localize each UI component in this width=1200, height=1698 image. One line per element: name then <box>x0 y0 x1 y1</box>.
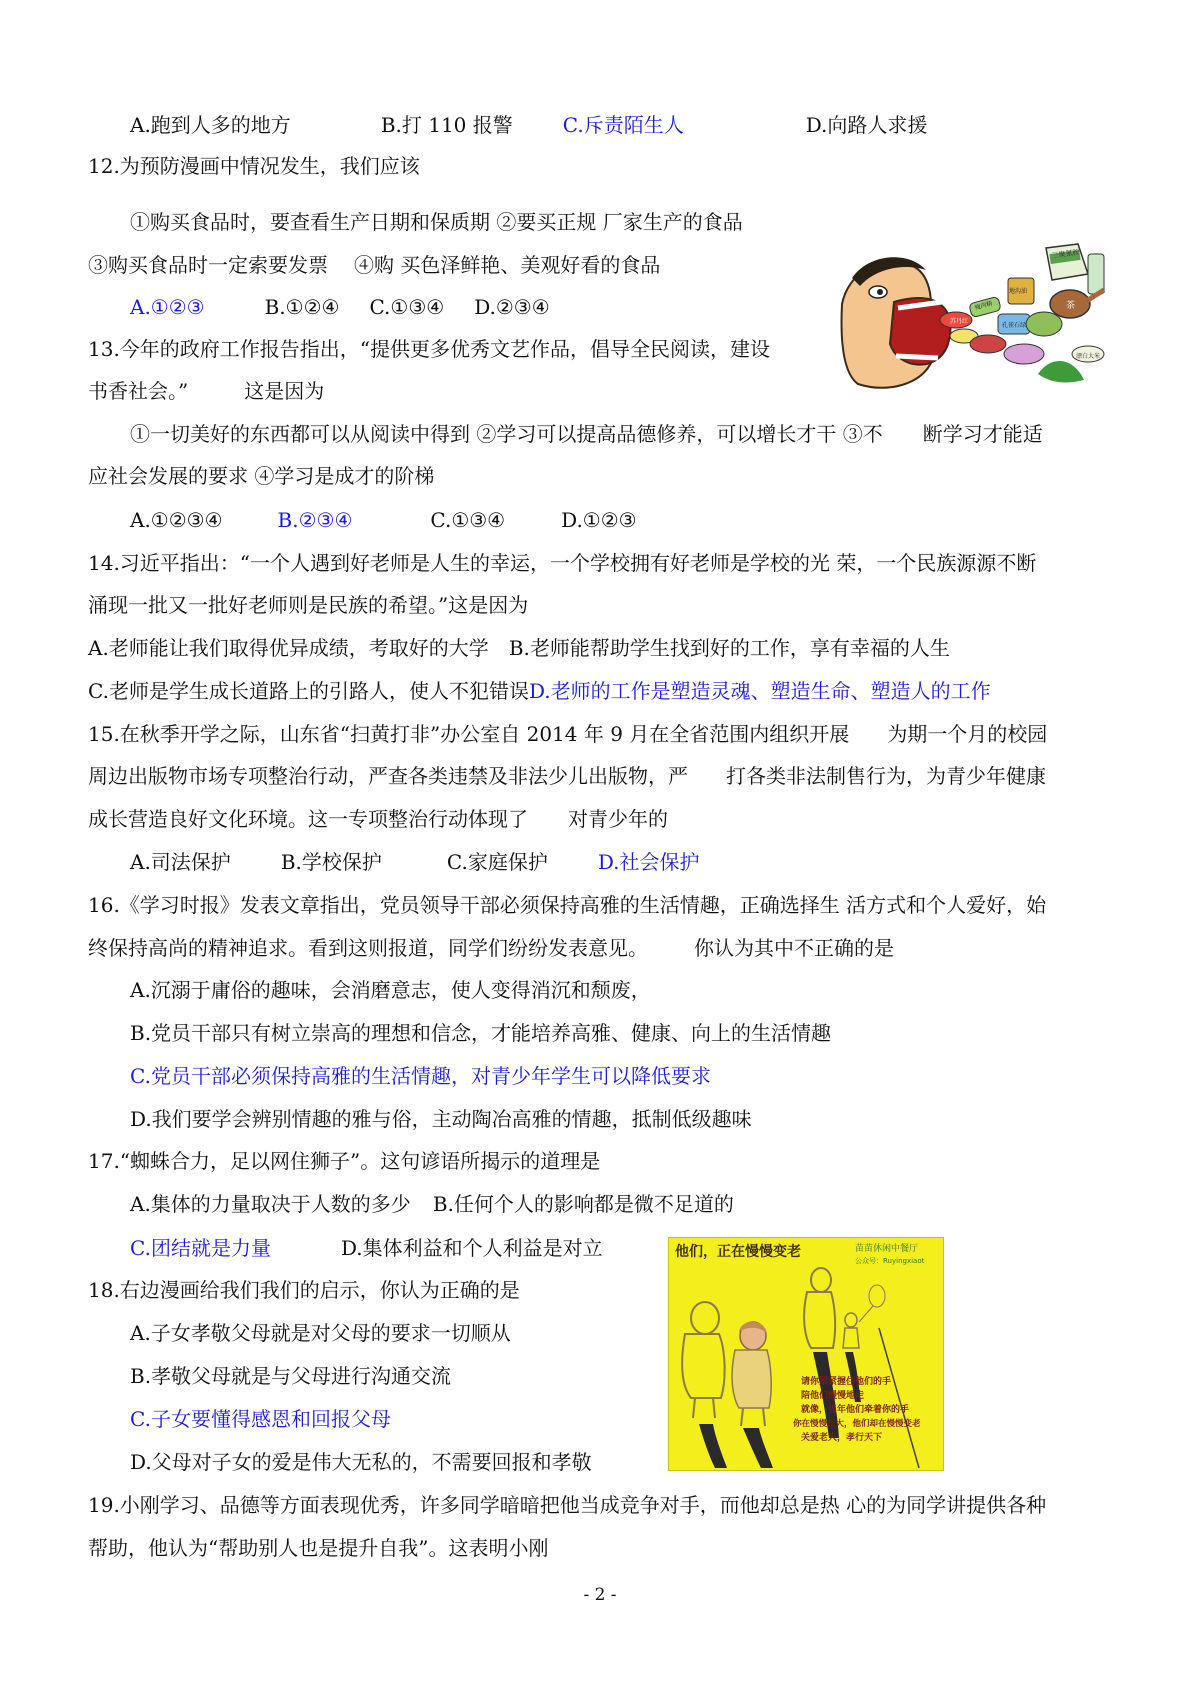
q12-option-d: D.②③④ <box>474 295 550 319</box>
q13-option-c: C.①③④ <box>430 508 506 532</box>
q15-stem-line-1a: 15.在秋季开学之际，山东省“扫黄打非”办公室自 2014 年 9 月在全省范围内组织开展 <box>88 722 850 746</box>
food-label-sudan-red: 苏丹红 <box>950 318 969 325</box>
q18-option-c-answer: C.子女要懂得感恩和回报父母 <box>130 1407 391 1431</box>
q12-option-c: C.①③④ <box>369 295 445 319</box>
cartoon-poem-line-2: 陪他们慢慢地走 <box>801 1391 865 1401</box>
q19-stem-line-2: 帮助，他认为“帮助别人也是提升自我”。这表明小刚 <box>88 1536 549 1560</box>
q18-option-b: B.孝敬父母就是与父母进行沟通交流 <box>130 1364 452 1388</box>
food-label-bleached-rice: 漂白大米 <box>1076 353 1101 360</box>
q16-stem-line-1: 16.《学习时报》发表文章指出，党员领导干部必须保持高雅的生活情趣，正确选择生 活方式和个人爱好，始 <box>88 893 1047 917</box>
q14-option-c: C.老师是学生成长道路上的引路人，使人不犯错误 <box>88 679 529 703</box>
q13-option-d: D.①②③ <box>561 508 637 532</box>
q15-option-a: A.司法保护 <box>130 850 231 874</box>
q15-option-b: B.学校保护 <box>280 850 382 874</box>
q15-option-d-answer: D.社会保护 <box>597 850 700 874</box>
q13-stem-line-1: 13.今年的政府工作报告指出，“提供更多优秀文艺作品，倡导全民阅读，建设 <box>88 337 771 361</box>
q18-option-a: A.子女孝敬父母就是对父母的要求一切顺从 <box>130 1321 511 1345</box>
q16-option-d: D.我们要学会辨别情趣的雅与俗，主动陶冶高雅的情趣，抵制低级趣味 <box>130 1107 752 1131</box>
cartoon-tag: 苗苗休闲中餐厅 <box>855 1244 919 1254</box>
q13-stem-line-2a: 书香社会。” <box>88 379 189 403</box>
q13-option-a: A.①②③④ <box>130 508 223 532</box>
q12-statement-2: ③购买食品时一定索要发票 <box>88 253 328 277</box>
q12-option-b: B.①②④ <box>264 295 340 319</box>
cartoon-title: 他们，正在慢慢变老 <box>675 1244 801 1260</box>
q15-stem-line-3b: 对青少年的 <box>568 807 668 831</box>
q12-stem: 12.为预防漫画中情况发生，我们应该 <box>88 154 420 178</box>
q16-option-a: A.沉溺于庸俗的趣味，会消磨意志，使人变得消沉和颓废， <box>130 978 651 1002</box>
q12-statement-1: ①购买食品时，要查看生产日期和保质期 ②要买正规 厂家生产的食品 <box>130 210 743 234</box>
q17-option-a: A.集体的力量取决于人数的多少 <box>130 1192 411 1216</box>
food-label-clenbuterol: 瘦肉精 <box>974 300 994 312</box>
q17-option-c-answer: C.团结就是力量 <box>130 1236 271 1260</box>
q16-option-c-answer: C.党员干部必须保持高雅的生活情趣，对青少年学生可以降低要求 <box>130 1064 711 1088</box>
q14-stem-line-2: 涌现一批又一批好老师则是民族的希望。”这是因为 <box>88 593 529 617</box>
q13-statement-line-2: 应社会发展的要求 ④学习是成才的阶梯 <box>88 464 435 488</box>
q15-option-c: C.家庭保护 <box>446 850 548 874</box>
q17-option-b: B.任何个人的影响都是微不足道的 <box>432 1192 734 1216</box>
q15-stem-line-1b: 为期一个月的校园 <box>887 722 1048 746</box>
food-label-melamine: 三聚氰胺 <box>1051 248 1081 260</box>
q13-stem-line-2b: 这是因为 <box>244 379 325 403</box>
page-number: - 2 - <box>583 1585 617 1605</box>
food-label-malachite-green: 孔雀石绿 <box>1002 322 1027 329</box>
q19-stem-line-1: 19.小刚学习、品德等方面表现优秀，许多同学暗暗把他当成竞争对手，而他却总是热 心的为同学讲提供各种 <box>88 1493 1047 1517</box>
elderly-parents-cartoon <box>668 1237 944 1471</box>
cartoon-poem-line-5: 关爱老人，孝行天下 <box>801 1433 883 1443</box>
q13-statement-line-1b: 断学习才能适 <box>922 422 1043 446</box>
food-safety-cartoon <box>838 234 1110 396</box>
q15-stem-line-2b: 打各类非法制售行为，为青少年健康 <box>726 764 1046 788</box>
q12-option-a-answer: A.①②③ <box>130 295 205 319</box>
cartoon-poem-line-4: 你在慢慢长大，他们却在慢慢变老 <box>793 1419 921 1429</box>
q11-option-c-answer: C.斥责陌生人 <box>562 113 684 137</box>
q16-stem-line-2b: 你认为其中不正确的是 <box>694 936 894 960</box>
q11-option-b: B.打 110 报警 <box>380 113 513 137</box>
q16-stem-line-2a: 终保持高尚的精神追求。看到这则报道，同学们纷纷发表意见。 <box>88 936 648 960</box>
q14-stem-line-1: 14.习近平指出：“一个人遇到好老师是人生的幸运，一个学校拥有好老师是学校的光 荣，一个民族源源不断 <box>88 551 1037 575</box>
q13-option-b-answer: B.②③④ <box>277 508 353 532</box>
q17-stem: 17.“蜘蛛合力，足以网住狮子”。这句谚语所揭示的道理是 <box>88 1149 601 1173</box>
food-label-tea: 茶 <box>1066 301 1076 311</box>
q11-option-a: A.跑到人多的地方 <box>130 113 291 137</box>
cartoon-poem-line-3: 就像，当年他们牵着你的手 <box>801 1405 910 1415</box>
food-label-gutter-oil: 地沟油 <box>1009 288 1028 295</box>
q13-statement-line-1a: ①一切美好的东西都可以从阅读中得到 ②学习可以提高品德修养，可以增长才干 ③不 <box>130 422 883 446</box>
q12-statement-3: ④购 买色泽鲜艳、美观好看的食品 <box>354 253 661 277</box>
q16-option-b: B.党员干部只有树立崇高的理想和信念，才能培养高雅、健康、向上的生活情趣 <box>130 1021 832 1045</box>
q14-option-a: A.老师能让我们取得优异成绩，考取好的大学 <box>88 636 489 660</box>
q15-stem-line-2a: 周边出版物市场专项整治行动，严查各类违禁及非法少儿出版物，严 <box>88 764 688 788</box>
q11-option-d: D.向路人求援 <box>805 113 928 137</box>
q17-option-d: D.集体利益和个人利益是对立 <box>340 1236 603 1260</box>
q14-option-b: B.老师能帮助学生找到好的工作，享有幸福的人生 <box>508 636 950 660</box>
q18-option-d: D.父母对子女的爱是伟大无私的，不需要回报和孝敬 <box>130 1450 592 1474</box>
cartoon-account: 公众号：Ruyingxiaot <box>855 1257 925 1265</box>
q18-stem: 18.右边漫画给我们我们的启示，你认为正确的是 <box>88 1278 520 1302</box>
cartoon-poem-line-1: 请你紧紧握住他们的手 <box>801 1377 892 1387</box>
q15-stem-line-3a: 成长营造良好文化环境。这一专项整治行动体现了 <box>88 807 528 831</box>
q14-option-d-answer: D.老师的工作是塑造灵魂、塑造生命、塑造人的工作 <box>528 679 991 703</box>
